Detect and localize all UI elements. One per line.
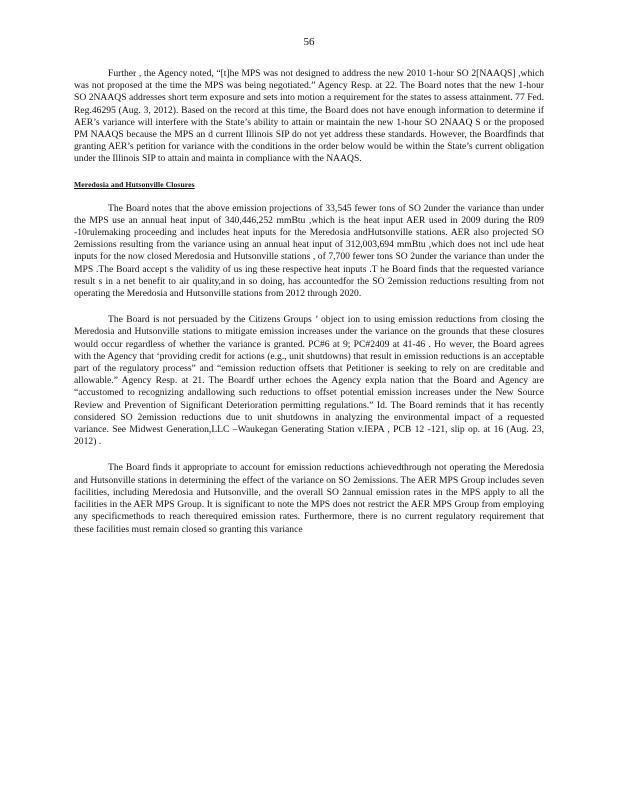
page-number: 56 bbox=[303, 36, 315, 48]
paragraph-naaqs: Further , the Agency noted, “[t]he MPS was not designed to address the new 2010 1-hour SO 2[NAAQS] ,which was not proposed at the time the MPS was being negotiated.” Agency Resp. at 22. The Board notes that the new 1-hour SO 2NAAQS addresses short term exposure and sets into motion a requirement for the states to assess attainment. 77 Fed. Reg.46295 (Aug. 3, 2012). Based on the record at this time, the Board does not have enough information to determine if AER’s variance will interfere with the State’s ability to attain or maintain the new 1-hour SO 2NAAQ S or the proposed PM NAAQS because the MPS an d current Illinois SIP do not yet address these standards. However, the Boardfinds that granting AER’s petition for variance with the conditions in the order below would be within the State’s current obligation under the Illinois SIP to attain and mainta in compliance with the NAAQS. bbox=[74, 68, 544, 165]
paragraph-citizens-groups: The Board is not persuaded by the Citizens Groups ’ object ion to using emission reductions from closing the Meredosia and Hutsonville stations to mitigate emission increases under the variance on the grounds that these closures would occur regardless of whether the variance is granted. PC#6 at 9; PC#2409 at 41-46 . Ho wever, the Board agrees with the Agency that ‘providing credit for actions (e.g., unit shutdowns) that result in emission reductions is an acceptable part of the regulatory process” and “emission reduction offsets that Petitioner is seeking to rely on are creditable and allowable.” Agency Resp. at 21. The Boardf urther echoes the Agency expla nation that the Board and Agency are “accustomed to recognizing andallowing such reductions to offset potential emission increases under the New Source Review and Prevention of Significant Deterioration permitting regulations.” Id. The Board reminds that it has recently considered SO 2emission reductions due to unit shutdowns in analyzing the environmental impact of a requested variance. See Midwest Generation,LLC –Waukegan Generating Station v.IEPA , PCB 12 -121, slip op. at 16 (Aug. 23, 2012) . bbox=[74, 314, 544, 448]
paragraph-board-finds: The Board finds it appropriate to account for emission reductions achievedthrough not operating the Meredosia and Hutsonville stations in determining the effect of the variance on SO 2emissions. The AER MPS Group includes seven facilities, including Meredosia and Hutsonville, and the overall SO 2annual emission rates in the MPS apply to all the facilities in the AER MPS Group. It is significant to note the MPS does not restrict the AER MPS Group from employing any specificmethods to reach therequired emission rates. Furthermore, there is no current regulatory requirement that these facilities must remain closed so granting this variance bbox=[74, 462, 544, 535]
section-heading: Meredosia and Hutsonville Closures bbox=[74, 179, 195, 189]
document-body bbox=[74, 68, 544, 550]
paragraph-emission-projections: The Board notes that the above emission projections of 33,545 fewer tons of SO 2under the variance than under the MPS use an annual heat input of 340,446,252 mmBtu ,which is the heat input AER used in 2009 during the R09 -10rulemaking proceeding and includes heat inputs for the Meredosia andHutsonville stations. AER also projected SO 2emissions resulting from the variance using an annual heat input of 312,003,694 mmBtu ,which does not incl ude heat inputs for the now closed Meredosia and Hutsonville stations , of 7,700 fewer tons SO 2under the variance than under the MPS .The Board accept s the validity of us ing these respective heat inputs .T he Board finds that the requested variance result s in a net benefit to air quality,and in so doing, has accountedfor the SO 2emission reductions resulting from not operating the Meredosia and Hutsonville stations from 2012 through 2020. bbox=[74, 202, 544, 300]
